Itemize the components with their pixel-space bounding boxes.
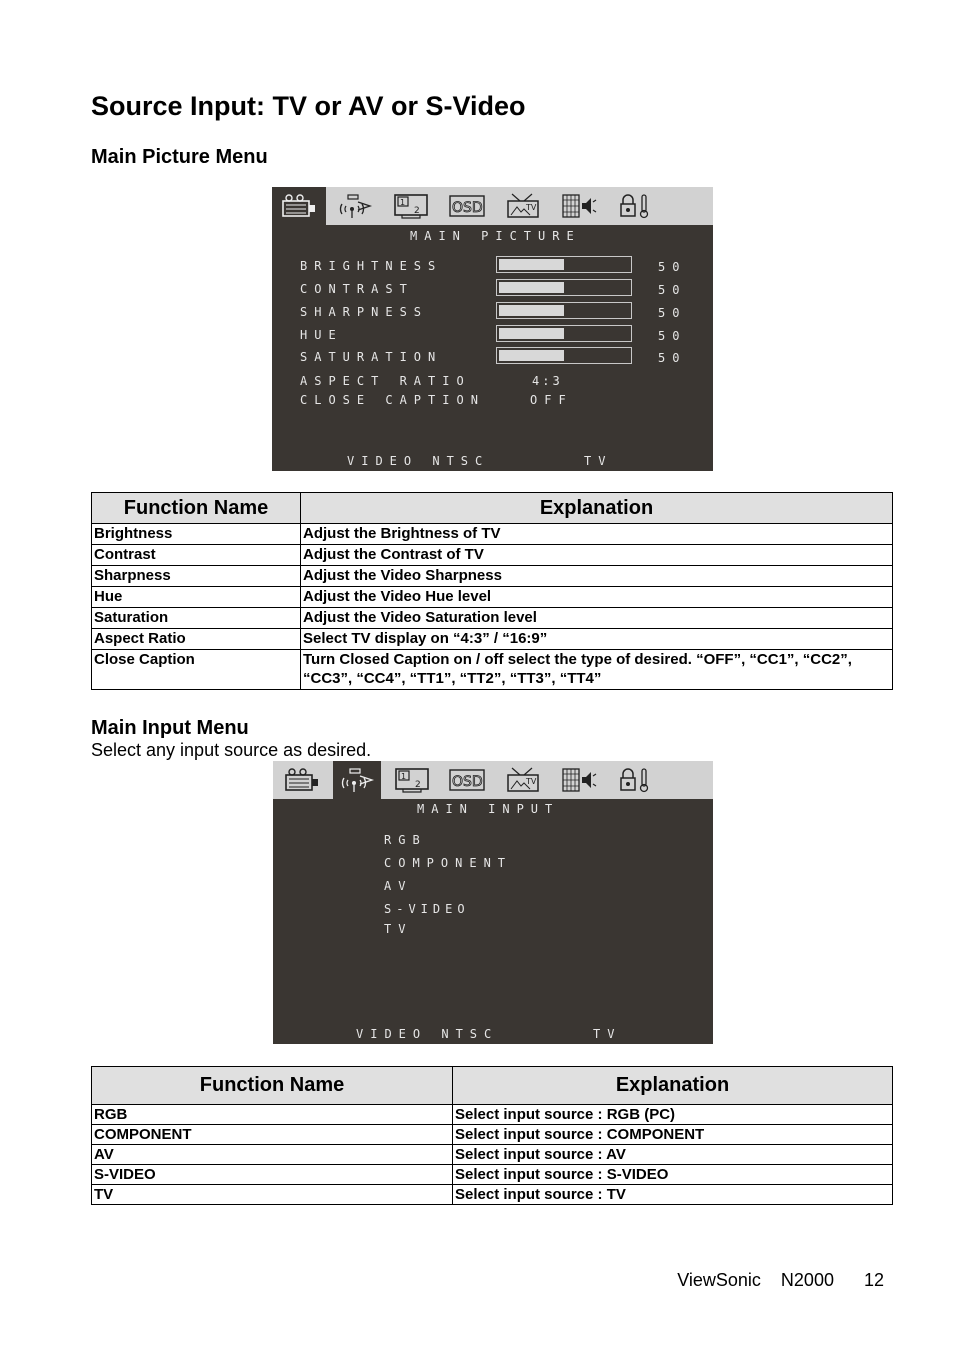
main-picture-heading: Main Picture Menu [91,146,268,168]
explanation-cell: Adjust the Contrast of TV [301,545,893,566]
main-input-heading: Main Input Menu [91,717,249,739]
osd-menu-title: MAIN PICTURE [410,229,581,243]
function-name-cell: S-VIDEO [92,1165,453,1185]
explanation-cell: Select input source : RGB (PC) [453,1105,893,1125]
function-name-cell: Contrast [92,545,301,566]
osd-menu-title: MAIN INPUT [417,802,560,816]
picture-menu-icon[interactable] [272,187,326,225]
function-name-cell: AV [92,1145,453,1165]
function-name-cell: Hue [92,587,301,608]
osd-icon-bar [272,187,713,225]
input-option-av[interactable]: AV [384,879,413,893]
table-row [92,587,893,608]
function-name-cell: Close Caption [92,650,301,690]
function-name-cell: Saturation [92,608,301,629]
main-picture-function-table [91,492,893,690]
explanation-cell: Select input source : TV [453,1185,893,1205]
lock-icon[interactable] [608,187,662,225]
explanation-cell: Adjust the Video Sharpness [301,566,893,587]
explanation-cell: Select input source : S-VIDEO [453,1165,893,1185]
explanation-cell: Select TV display on “4:3” / “16:9” [301,629,893,650]
lock-icon[interactable] [608,761,662,799]
table-row [92,608,893,629]
table-row [92,1105,893,1125]
picture-menu-icon[interactable] [275,761,329,799]
main-picture-osd [272,187,713,471]
explanation-cell: Select input source : COMPONENT [453,1125,893,1145]
sharpness-slider[interactable] [496,302,632,319]
osd-source-status: TV [584,454,613,468]
svg-text:1: 1 [400,198,406,207]
brightness-label: BRIGHTNESS [300,259,443,273]
table-row [92,1145,893,1165]
saturation-value: 50 [658,351,687,365]
tv-menu-icon[interactable] [496,187,550,225]
close-caption-label: CLOSE CAPTION [300,393,485,407]
table-row [92,524,893,545]
explanation-header: Explanation [453,1067,893,1105]
aspect-ratio-value[interactable]: 4:3 [532,374,563,388]
sharpness-value: 50 [658,306,687,320]
function-name-header: Function Name [92,1067,453,1105]
function-name-cell: COMPONENT [92,1125,453,1145]
hue-slider[interactable] [496,325,632,342]
input-menu-icon[interactable] [328,187,382,225]
svg-text:2: 2 [414,206,420,216]
table-row [92,566,893,587]
osd-icon[interactable] [440,187,494,225]
function-name-cell: Brightness [92,524,301,545]
input-option-rgb[interactable]: RGB [384,833,427,847]
osd-signal-status: VIDEO NTSC [356,1027,499,1041]
table-header-row [92,493,893,524]
osd-signal-status: VIDEO NTSC [347,454,490,468]
main-input-function-table [91,1066,893,1205]
hue-label: HUE [300,328,343,342]
function-name-cell: RGB [92,1105,453,1125]
brightness-slider[interactable] [496,256,632,273]
input-option-component[interactable]: COMPONENT [384,856,513,870]
page-footer: ViewSonic N2000 12 [677,1270,884,1290]
osd-source-status: TV [593,1027,622,1041]
explanation-cell: Adjust the Video Saturation level [301,608,893,629]
close-caption-value[interactable]: OFF [530,393,573,407]
tv-menu-icon[interactable] [496,761,550,799]
contrast-slider[interactable] [496,279,632,296]
explanation-cell: Turn Closed Caption on / off select the type of desired. “OFF”, “CC1”, “CC2”, “CC3”, “CC4”, “TT1”, “TT2”, “TT3”, “TT4” [301,650,893,690]
explanation-header: Explanation [301,493,893,524]
table-row [92,629,893,650]
function-name-header: Function Name [92,493,301,524]
hue-value: 50 [658,329,687,343]
svg-text:2: 2 [415,780,421,790]
function-name-cell: Aspect Ratio [92,629,301,650]
function-name-cell: TV [92,1185,453,1205]
main-input-osd [273,761,713,1044]
saturation-label: SATURATION [300,350,443,364]
input-option-s-video[interactable]: S-VIDEO [384,902,470,916]
svg-text:TV: TV [526,203,537,212]
table-row [92,1165,893,1185]
table-row [92,650,893,690]
svg-text:OSD: OSD [452,200,483,216]
contrast-value: 50 [658,283,687,297]
svg-text:TV: TV [526,777,537,786]
saturation-slider[interactable] [496,347,632,364]
svg-text:1: 1 [401,772,407,781]
input-menu-icon[interactable] [333,761,381,799]
sharpness-label: SHARPNESS [300,305,429,319]
explanation-cell: Select input source : AV [453,1145,893,1165]
brightness-value: 50 [658,260,687,274]
main-input-intro: Select any input source as desired. [91,740,372,760]
osd-icon[interactable] [440,761,494,799]
pip-icon[interactable] [384,187,438,225]
explanation-cell: Adjust the Video Hue level [301,587,893,608]
aspect-ratio-label: ASPECT RATIO [300,374,471,388]
table-row [92,1185,893,1205]
page-title: Source Input: TV or AV or S-Video [91,91,526,121]
audio-icon[interactable] [552,187,606,225]
table-row [92,1125,893,1145]
input-option-tv[interactable]: TV [384,922,413,936]
contrast-label: CONTRAST [300,282,414,296]
svg-text:OSD: OSD [452,774,483,790]
table-row [92,545,893,566]
explanation-cell: Adjust the Brightness of TV [301,524,893,545]
audio-icon[interactable] [552,761,606,799]
pip-icon[interactable] [385,761,439,799]
function-name-cell: Sharpness [92,566,301,587]
osd-icon-bar [273,761,713,799]
table-header-row [92,1067,893,1105]
